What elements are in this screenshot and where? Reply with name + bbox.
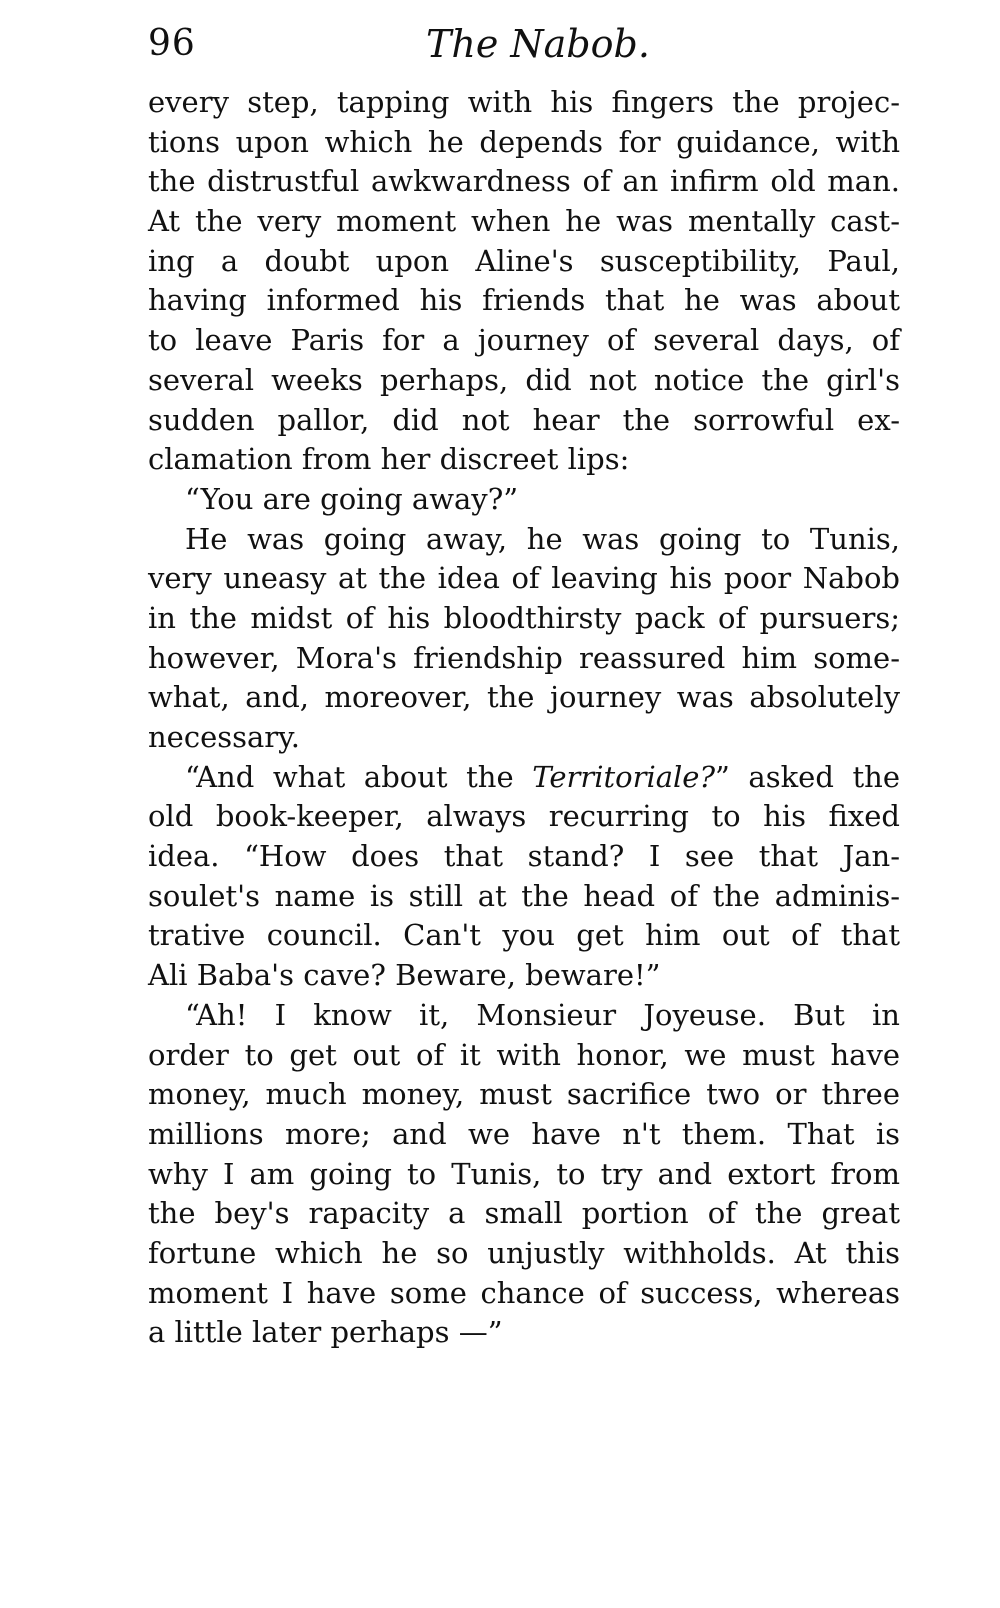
text-line: sudden pallor, did not hear the sorrowful ex- (148, 402, 900, 437)
text-line: money, much money, must sacrifice two or three (148, 1077, 900, 1112)
text-line: “Ah! I know it, Monsieur Joyeuse. But in (185, 997, 900, 1032)
text-line: millions more; and we have n't them. That is (148, 1116, 900, 1151)
text-line: having informed his friends that he was about (148, 283, 900, 318)
text-line: “You are going away?” (185, 481, 519, 516)
text-line: At the very moment when he was mentally cast- (148, 204, 900, 239)
text-line: clamation from her discreet lips: (148, 442, 630, 477)
text-line: several weeks perhaps, did not notice the girl's (148, 362, 900, 397)
body-text (148, 83, 900, 1353)
text-line: the distrustful awkwardness of an infirm old man. (148, 164, 900, 199)
text-segment: “And what about the (185, 759, 533, 794)
text-line: the bey's rapacity a small portion of the great (148, 1196, 900, 1231)
page-header (148, 14, 906, 74)
text-line: old book-keeper, always recurring to his fixed (148, 799, 900, 834)
running-title: The Nabob. (426, 22, 650, 66)
text-line: however, Mora's friendship reassured him some- (148, 640, 900, 675)
page-number: 96 (148, 23, 196, 64)
text-line: to leave Paris for a journey of several days, of (148, 323, 900, 358)
text-line: order to get out of it with honor, we must have (148, 1037, 900, 1072)
text-line: soulet's name is still at the head of the adminis- (148, 878, 900, 913)
text-line: ing a doubt upon Aline's susceptibility, Paul, (148, 243, 900, 278)
text-line: tions upon which he depends for guidance, with (148, 124, 900, 159)
text-line: a little later perhaps —” (148, 1315, 503, 1350)
text-line: in the midst of his bloodthirsty pack of pursuers; (148, 600, 900, 635)
text-line: why I am going to Tunis, to try and extort from (148, 1156, 900, 1191)
text-line: what, and, moreover, the journey was absolutely (148, 680, 900, 715)
text-line (148, 758, 900, 798)
text-line: necessary. (148, 720, 300, 754)
text-line: very uneasy at the idea of leaving his poor Nabob (148, 561, 900, 596)
italic-term: Territoriale? (532, 759, 716, 794)
text-line: Ali Baba's cave? Beware, beware!” (148, 958, 661, 993)
text-line: moment I have some chance of success, whereas (148, 1275, 900, 1310)
text-segment: ” asked the (715, 759, 900, 794)
text-line: idea. “How does that stand? I see that Jan- (148, 839, 900, 874)
text-line: trative council. Can't you get him out of that (148, 918, 900, 953)
text-line: every step, tapping with his fingers the projec- (148, 85, 900, 119)
text-line: fortune which he so unjustly withholds. At this (148, 1235, 900, 1270)
text-line: He was going away, he was going to Tunis, (185, 521, 900, 556)
